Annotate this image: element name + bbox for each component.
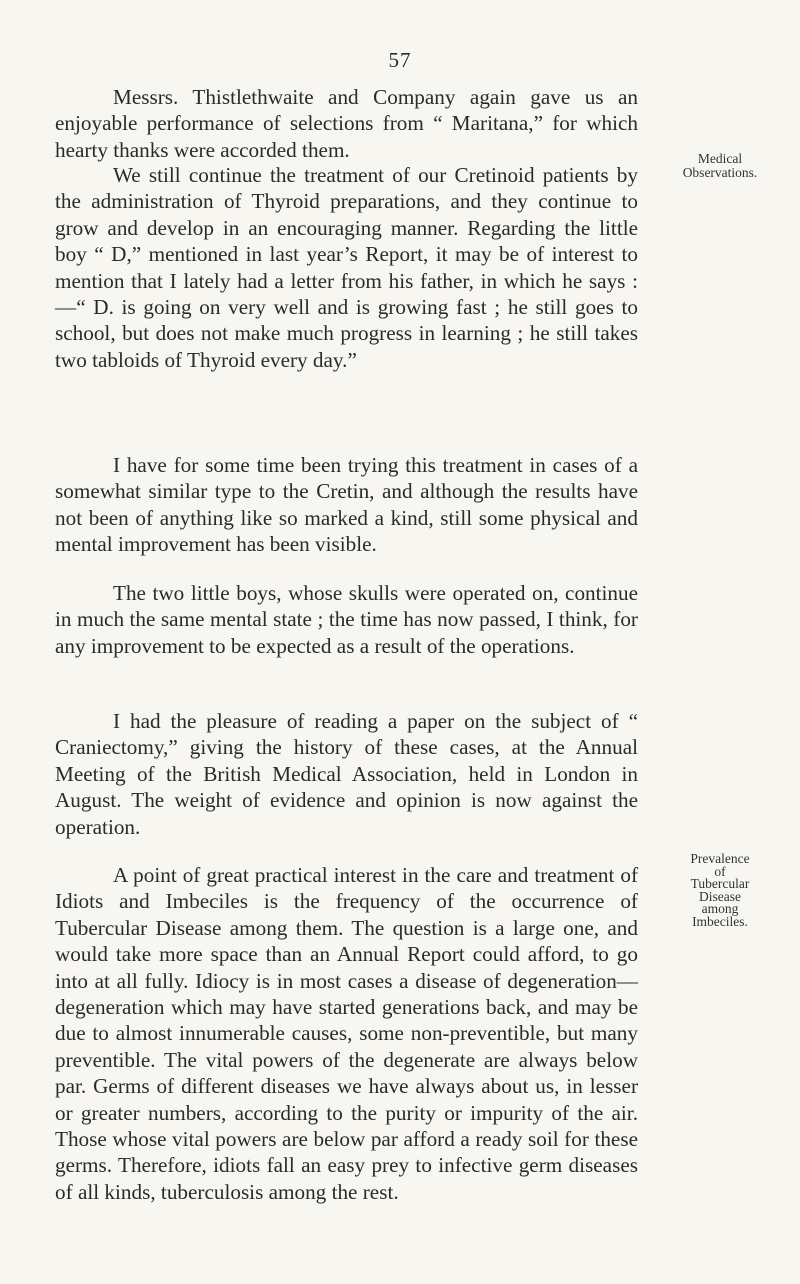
margin-note-line: Observations. bbox=[682, 165, 758, 180]
paragraph-similar-cases: I have for some time been trying this treatment in cases of a somewhat similar type to the Cretin, and although the results have not been of anything like so marked a kind, still some physical and mental improvement has been visible. bbox=[55, 453, 638, 557]
margin-note-medical-observations bbox=[645, 152, 795, 180]
paragraph-craniectomy-paper: I had the pleasure of reading a paper on the subject of “ Craniectomy,” giving the history of these cases, at the Annual Meeting of the British Medical Association, held in London in August. The weight of evidence and opinion is now against the operation. bbox=[55, 709, 638, 839]
margin-note-line: Imbeciles. bbox=[692, 913, 748, 929]
paragraph-tubercular-disease: A point of great practical interest in the care and treatment of Idiots and Imbeciles is the frequency of the occurrence of Tubercular Disease among them. The question is a large one, and would take more space than an Annual Report could afford, to go into at all fully. Idiocy is in most cases a disease of degeneration—degeneration which may have started generations back, and may be due to almost innumerable causes, some non-preventible, but many preventible. The vital powers of the degenerate are always below par. Germs of different diseases we have always about us, in lesser or greater numbers, according to the purity or impurity of the air. Those whose vital powers are below par afford a ready soil for these germs. Therefore, idiots fall an easy prey to infective germ diseases of all kinds, tuberculosis among the rest. bbox=[55, 863, 638, 1204]
paragraph-maritana: Messrs. Thistlethwaite and Company again gave us an enjoyable performance of selections from “ Maritana,” for which hearty thanks were accorded them. bbox=[55, 85, 638, 162]
margin-note-line: Tubercular bbox=[690, 876, 750, 891]
margin-note-line: Medical bbox=[697, 151, 743, 166]
margin-note-line: of bbox=[714, 863, 726, 879]
margin-note-line: Disease bbox=[699, 888, 741, 904]
paragraph-cretinoid-treatment: We still continue the treatment of our Cretinoid patients by the administration of Thyroid preparations, and they continue to grow and develop in an encouraging manner. Regarding the little boy “ D,” mentioned in last year’s Report, it may be of interest to mention that I lately had a letter from his father, in which he says :—“ D. is going on very well and is growing fast ; he still goes to school, but does not make much progress in learning ; he still takes two tabloids of Thyroid every day.” bbox=[55, 163, 638, 372]
margin-note-line: among bbox=[701, 901, 739, 916]
margin-note-line: Prevalence bbox=[690, 851, 750, 866]
margin-note-prevalence-tubercular bbox=[645, 853, 795, 928]
page-number: 57 bbox=[388, 48, 412, 72]
paragraph-skull-operations: The two little boys, whose skulls were operated on, continue in much the same mental state ; the time has now passed, I think, for any improvement to be expected as a result of the operations. bbox=[55, 581, 638, 658]
